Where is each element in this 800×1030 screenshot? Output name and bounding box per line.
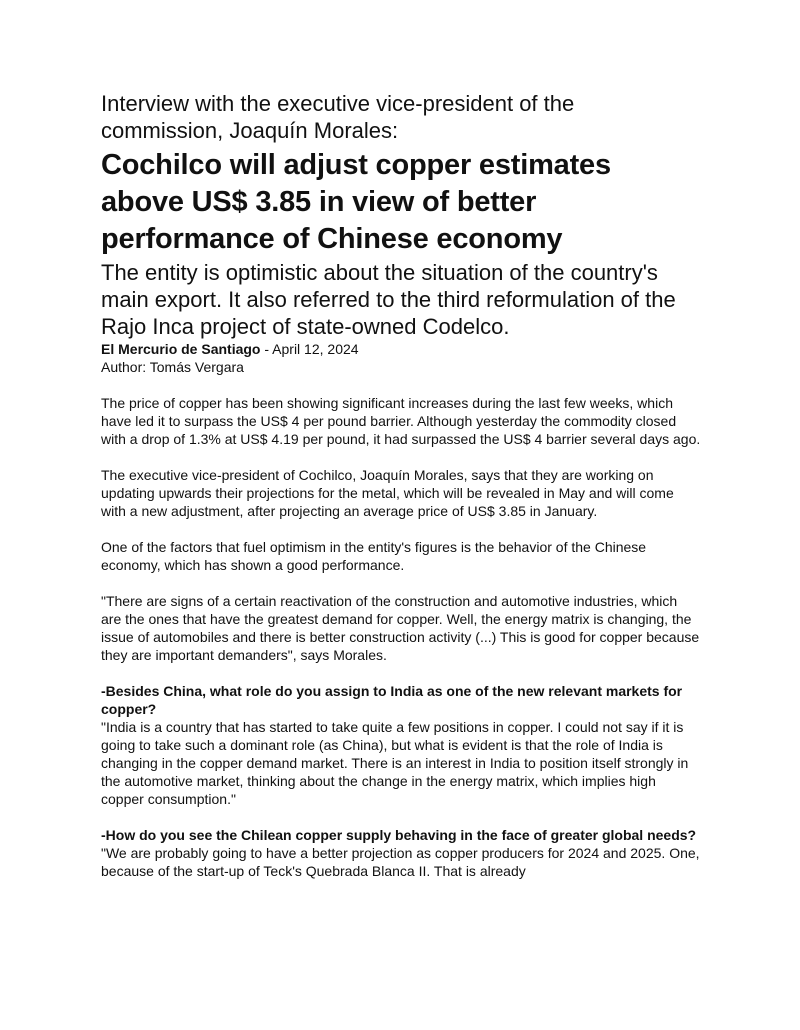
body-paragraph: The price of copper has been showing significant increases during the last few weeks, which have led it to surpass the US$ 4 per pound barrier. Although yesterday the commodity closed with a drop of 1.3% at US$ 4.19 per pound, it had surpassed the US$ 4 barrier several days ago. <box>101 395 701 447</box>
article-page <box>101 90 701 898</box>
article-body <box>101 394 701 880</box>
article-byline <box>101 340 701 358</box>
body-paragraph: One of the factors that fuel optimism in the entity's figures is the behavior of the Chinese economy, which has shown a good performance. <box>101 539 647 573</box>
body-paragraph: "There are signs of a certain reactivation of the construction and automotive industries, which are the ones that have the greatest demand for copper. Well, the energy matrix is changing, the issue of automobiles and there is better construction activity (...) This is good for copper because they are important demanders", says Morales. <box>101 593 700 663</box>
interview-question: -How do you see the Chilean copper supply behaving in the face of greater global needs? <box>101 827 697 843</box>
body-paragraph: The executive vice-president of Cochilco, Joaquín Morales, says that they are working on updating upwards their projections for the metal, which will be revealed in May and will come with a new adjustment, after projecting an average price of US$ 3.85 in January. <box>101 467 674 519</box>
article-date: - April 12, 2024 <box>260 341 359 357</box>
interview-answer: "We are probably going to have a better projection as copper producers for 2024 and 2025. One, because of the start-up of Teck's Quebrada Blanca II. That is already <box>101 845 700 879</box>
article-author: Author: Tomás Vergara <box>101 359 244 375</box>
interview-question: -Besides China, what role do you assign to India as one of the new relevant markets for copper? <box>101 683 683 717</box>
interview-answer: "India is a country that has started to take quite a few positions in copper. I could not say if it is going to take such a dominant role (as China), but what is evident is that the role of India is changing in the copper demand market. There is an interest in India to position itself strongly in the automotive market, thinking about the change in the energy matrix, which implies high copper consumption." <box>101 719 689 807</box>
article-headline: Cochilco will adjust copper estimates above US$ 3.85 in view of better performance of Chinese economy <box>101 149 611 255</box>
article-subheadline: The entity is optimistic about the situation of the country's main export. It also referred to the third reformulation of the Rajo Inca project of state-owned Codelco. <box>101 260 676 339</box>
article-kicker: Interview with the executive vice-president of the commission, Joaquín Morales: <box>101 91 575 143</box>
article-source: El Mercurio de Santiago <box>101 341 261 357</box>
